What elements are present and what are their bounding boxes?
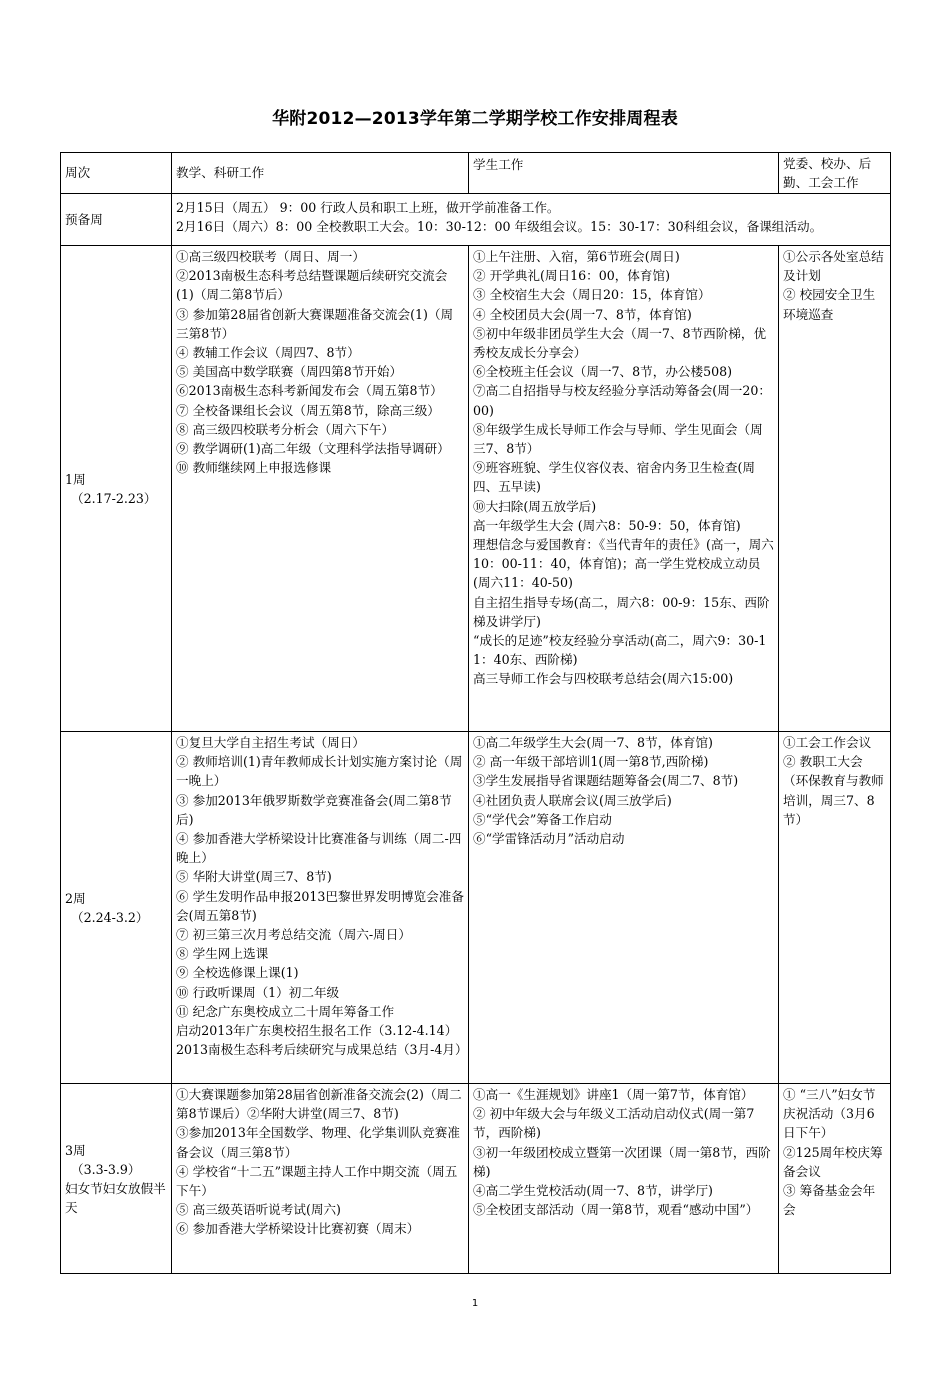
week-range: （2.17-2.23）: [71, 491, 157, 506]
student-item: ③学生发展指导省课题结题筹备会(周二7、8节): [473, 773, 739, 789]
party-item: ② 校园安全卫生环境巡查: [783, 287, 876, 322]
teaching-cell: [172, 1084, 469, 1274]
student-item: ⑤“学代会”筹备工作启动: [473, 811, 612, 827]
week-label-cell: [61, 1084, 172, 1274]
teaching-item: ⑧ 学生网上选课: [176, 946, 269, 962]
week-label-cell: [61, 732, 172, 1084]
prep-week-label: 预备周: [61, 194, 172, 246]
prep-week-content: [172, 194, 891, 246]
student-item: 自主招生指导专场(高二，周六8：00-9：15东、西阶梯及讲学厅): [473, 594, 770, 629]
teaching-item: ⑩ 教师继续网上申报选修课: [176, 460, 332, 476]
teaching-item: 启动2013年广东奥校招生报名工作（3.12-4.14）: [176, 1023, 458, 1039]
party-item: ②125周年校庆筹备会议: [783, 1144, 883, 1179]
week-row: [61, 246, 891, 732]
teaching-item: ④ 参加香港大学桥梁设计比赛准备与训练（周二-四晚上）: [176, 831, 462, 866]
party-item: ①公示各处室总结及计划: [783, 249, 884, 284]
student-item: ④高二学生党校活动(周一7、8节，讲学厅): [473, 1183, 713, 1199]
party-item: ③ 筹备基金会年会: [783, 1183, 876, 1218]
student-item: ③初一年级团校成立暨第一次团课（周一第8节，西阶梯): [473, 1144, 771, 1179]
student-item: ⑤初中年级非团员学生大会（周一7、8节西阶梯，优秀校友成长分享会）: [473, 325, 767, 361]
teaching-item: ⑥ 参加香港大学桥梁设计比赛初赛（周末）: [176, 1221, 420, 1237]
student-cell: [469, 1084, 779, 1274]
teaching-item: ⑤ 高三级英语听说考试(周六): [176, 1202, 341, 1218]
student-item: 高一年级学生大会 (周六8：50-9：50，体育馆): [473, 517, 741, 533]
header-row: [61, 153, 891, 194]
student-item: 理想信念与爱国教育：《当代青年的责任》(高一，周六10：00-11：40，体育馆)；高一学生党校成立动员(周六11：40-50): [473, 537, 774, 591]
schedule-table: [60, 152, 891, 1274]
teaching-cell: [172, 246, 469, 732]
header-week: 周次: [61, 153, 172, 194]
party-cell: [779, 246, 891, 732]
prep-week-row: [61, 194, 891, 246]
header-student: 学生工作: [469, 153, 779, 194]
header-party: [779, 153, 891, 194]
student-item: ⑨班容班貌、学生仪容仪表、宿舍内务卫生检查(周四、五早读): [473, 460, 755, 495]
teaching-item: ①复旦大学自主招生考试（周日）: [176, 735, 365, 750]
party-cell: [779, 1084, 891, 1274]
teaching-item: ③ 参加第28届省创新大赛课题准备交流会(1)（周三第8节）: [176, 306, 454, 341]
teaching-item: ⑥2013南极生态科考新闻发布会（周五第8节）: [176, 383, 443, 399]
student-item: ⑩大扫除(周五放学后): [473, 498, 597, 514]
teaching-item: ①大赛课题参加第28届省创新准备交流会(2)（周二第8节课后）②华附大讲堂(周三7、8节): [176, 1087, 462, 1122]
student-item: “成长的足迹”校友经验分享活动(高二，周六9：30-11：40东、西阶梯): [473, 633, 767, 668]
student-item: ①高二年级学生大会(周一7、8节，体育馆): [473, 735, 713, 750]
week-label-cell: [61, 246, 172, 732]
student-item: ② 高一年级干部培训1(周一第8节,西阶梯): [473, 754, 709, 770]
party-item: ② 教职工大会（环保教育与教师培训，周三7、8节）: [783, 754, 884, 827]
student-item: ④社团负责人联席会议(周三放学后): [473, 792, 672, 808]
page-number: 1: [471, 1298, 479, 1309]
party-item: ①工会工作会议: [783, 735, 872, 750]
week-label: 1周: [65, 471, 86, 487]
student-item: ⑤全校团支部活动（周一第8节，观看“感动中国”）: [473, 1202, 759, 1218]
teaching-item: ②2013南极生态科考总结暨课题后续研究交流会(1)（周二第8节后）: [176, 268, 448, 303]
teaching-item: ⑨ 全校选修课上课(1): [176, 965, 299, 981]
teaching-item: ⑨ 教学调研(1)高二年级（文理科学法指导调研）: [176, 441, 450, 457]
teaching-item: ③参加2013年全国数学、物理、化学集训队竞赛准备会议（周三第8节）: [176, 1125, 460, 1160]
teaching-item: ③ 参加2013年俄罗斯数学竞赛准备会(周二第8节后): [176, 792, 452, 827]
student-item: ⑥全校班主任会议（周一7、8节，办公楼508): [473, 364, 733, 380]
teaching-item: ⑥ 学生发明作品申报2013巴黎世界发明博览会准备会(周五第8节): [176, 888, 464, 923]
student-item: ④ 全校团员大会(周一7、8节，体育馆): [473, 306, 692, 322]
week-label: 2周: [65, 890, 86, 906]
student-item: ①上午注册、入宿，第6节班会(周日): [473, 249, 680, 264]
header-teaching: 教学、科研工作: [172, 153, 469, 194]
week-range: （3.3-3.9）: [71, 1161, 141, 1177]
party-item: ① “三八”妇女节庆祝活动（3月6日下午）: [783, 1087, 876, 1141]
student-item: ⑦高二自招指导与校友经验分享活动筹备会(周一20：00): [473, 383, 772, 418]
teaching-item: ⑤ 华附大讲堂(周三7、8节): [176, 869, 332, 885]
week-range: （2.24-3.2）: [71, 910, 149, 925]
prep-week-line: 2月15日（周五） 9：00 行政人员和职工上班，做开学前准备工作。: [176, 200, 560, 215]
student-item: ③ 全校宿生大会（周日20：15，体育馆）: [473, 287, 711, 303]
student-item: ⑥“学雷锋活动月”活动启动: [473, 831, 625, 847]
student-item: ② 初中年级大会与年级义工活动启动仪式(周一第7节，西阶梯): [473, 1106, 755, 1141]
teaching-item: ⑪ 纪念广东奥校成立二十周年筹备工作: [176, 1003, 395, 1019]
teaching-item: ④ 教辅工作会议（周四7、8节）: [176, 345, 360, 361]
prep-week-line: 2月16日（周六）8：00 全校教职工大会。10：30-12：00 年级组会议。15：30-17：30科组会议，备课组活动。: [176, 219, 823, 235]
week-note: 妇女节妇女放假半天: [65, 1181, 166, 1216]
week-label: 3周: [65, 1142, 86, 1158]
teaching-item: ④ 学校省“十二五”课题主持人工作中期交流（周五下午）: [176, 1163, 458, 1199]
header-party-line: 勤、工会工作: [783, 175, 859, 191]
week-row: [61, 1084, 891, 1274]
student-item: ⑧年级学生成长导师工作会与导师、学生见面会（周三7、8节）: [473, 421, 763, 457]
teaching-item: ①高三级四校联考（周日、周一）: [176, 249, 365, 264]
teaching-cell: [172, 732, 469, 1084]
student-cell: [469, 246, 779, 732]
student-item: ② 开学典礼(周日16：00，体育馆): [473, 268, 671, 284]
header-party-line: 党委、校办、后: [783, 156, 872, 171]
party-cell: [779, 732, 891, 1084]
teaching-item: ⑤ 美国高中数学联赛（周四第8节开始）: [176, 364, 403, 380]
teaching-item: 2013南极生态科考后续研究与成果总结（3月-4月）: [176, 1042, 468, 1058]
student-item: ①高一《生涯规划》讲座1（周一第7节，体育馆）: [473, 1087, 754, 1102]
teaching-item: ⑦ 全校备课组长会议（周五第8节，除高三级）: [176, 402, 440, 418]
teaching-item: ⑧ 高三级四校联考分析会（周六下午）: [176, 421, 395, 437]
page-title: 华附2012—2013学年第二学期学校工作安排周程表: [272, 109, 678, 129]
student-item: 高三导师工作会与四校联考总结会(周六15:00): [473, 671, 734, 687]
teaching-item: ⑦ 初三第三次月考总结交流（周六-周日）: [176, 927, 411, 943]
student-cell: [469, 732, 779, 1084]
teaching-item: ② 教师培训(1)青年教师成长计划实施方案讨论（周一晚上）: [176, 754, 463, 789]
week-row: [61, 732, 891, 1084]
teaching-item: ⑩ 行政听课周（1）初二年级: [176, 984, 340, 1000]
